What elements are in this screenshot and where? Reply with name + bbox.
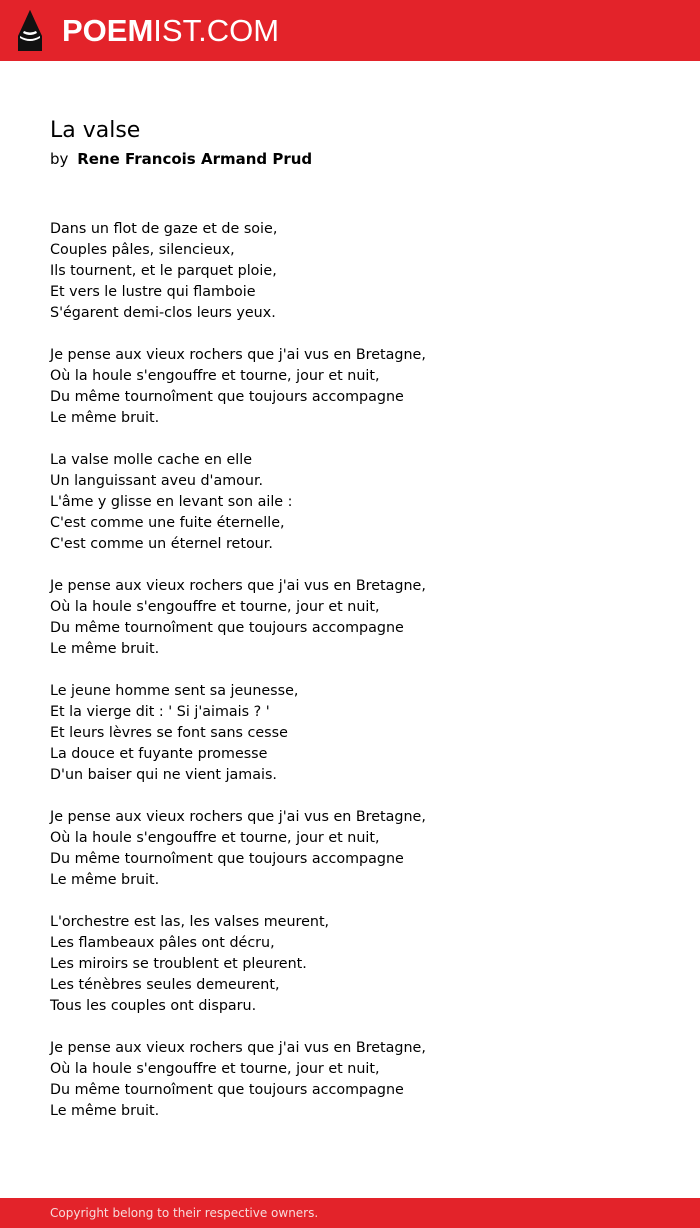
poem-line: Les flambeaux pâles ont décru,: [50, 935, 275, 951]
logo-text-bold: POEM: [62, 13, 154, 48]
poem-line: Ils tournent, et le parquet ploie,: [50, 263, 277, 279]
poem-line: Le même bruit.: [50, 410, 160, 426]
poem-line: Le jeune homme sent sa jeunesse,: [50, 683, 299, 699]
poem-stanza: [50, 450, 650, 555]
poem-line: Du même tournoîment que toujours accompagne: [50, 1082, 404, 1098]
poem-line: Un languissant aveu d'amour.: [50, 473, 264, 489]
poem-line: Je pense aux vieux rochers que j'ai vus en Bretagne,: [50, 809, 426, 825]
poem-line: L'orchestre est las, les valses meurent,: [50, 914, 330, 930]
by-label: by: [50, 150, 69, 168]
logo-text-light: IST.COM: [153, 13, 280, 48]
poem-line: Et vers le lustre qui flamboie: [50, 284, 256, 300]
poem-line: Les miroirs se troublent et pleurent.: [50, 956, 307, 972]
pencil-tip-icon[interactable]: [17, 9, 43, 52]
poem-line: Le même bruit.: [50, 1103, 160, 1119]
poem-line: D'un baiser qui ne vient jamais.: [50, 767, 277, 783]
poem-line: Où la houle s'engouffre et tourne, jour et nuit,: [50, 599, 380, 615]
poem-stanza: [50, 219, 650, 324]
poem-line: Tous les couples ont disparu.: [50, 998, 257, 1014]
site-header: [0, 0, 700, 61]
poem-line: Du même tournoîment que toujours accompagne: [50, 851, 404, 867]
poem-stanza: [50, 576, 650, 660]
poem-title: La valse: [50, 118, 141, 143]
byline: [50, 148, 312, 170]
poem-line: Où la houle s'engouffre et tourne, jour et nuit,: [50, 368, 380, 384]
poem-line: Et la vierge dit : ' Si j'aimais ? ': [50, 704, 270, 720]
poem-line: Le même bruit.: [50, 872, 160, 888]
poem-stanza: [50, 345, 650, 429]
poem-line: Et leurs lèvres se font sans cesse: [50, 725, 288, 741]
poem-line: Je pense aux vieux rochers que j'ai vus en Bretagne,: [50, 1040, 426, 1056]
copyright-text: Copyright belong to their respective owners.: [50, 1206, 319, 1220]
poem-line: Je pense aux vieux rochers que j'ai vus en Bretagne,: [50, 578, 426, 594]
poem-line: C'est comme un éternel retour.: [50, 536, 273, 552]
poem-line: Le même bruit.: [50, 641, 160, 657]
poem-stanza: [50, 1038, 650, 1122]
poem-line: S'égarent demi-clos leurs yeux.: [50, 305, 276, 321]
site-footer: [0, 1198, 700, 1228]
poem-line: La valse molle cache en elle: [50, 452, 253, 468]
poem-stanza: [50, 912, 650, 1017]
poem-line: Où la houle s'engouffre et tourne, jour et nuit,: [50, 830, 380, 846]
poem-line: Du même tournoîment que toujours accompagne: [50, 620, 404, 636]
poem-line: C'est comme une fuite éternelle,: [50, 515, 285, 531]
poem-line: Du même tournoîment que toujours accompagne: [50, 389, 404, 405]
poem-body: [50, 219, 650, 1143]
poem-line: L'âme y glisse en levant son aile :: [50, 494, 293, 510]
poem-line: Couples pâles, silencieux,: [50, 242, 235, 258]
poem-stanza: [50, 681, 650, 786]
poem-stanza: [50, 807, 650, 891]
author-name: Rene Francois Armand Prud: [77, 150, 313, 168]
poem-line: Je pense aux vieux rochers que j'ai vus en Bretagne,: [50, 347, 426, 363]
poem-line: Où la houle s'engouffre et tourne, jour et nuit,: [50, 1061, 380, 1077]
poem-line: Les ténèbres seules demeurent,: [50, 977, 280, 993]
poem-line: La douce et fuyante promesse: [50, 746, 268, 762]
poem-line: Dans un flot de gaze et de soie,: [50, 221, 278, 237]
site-logo[interactable]: [62, 12, 279, 50]
